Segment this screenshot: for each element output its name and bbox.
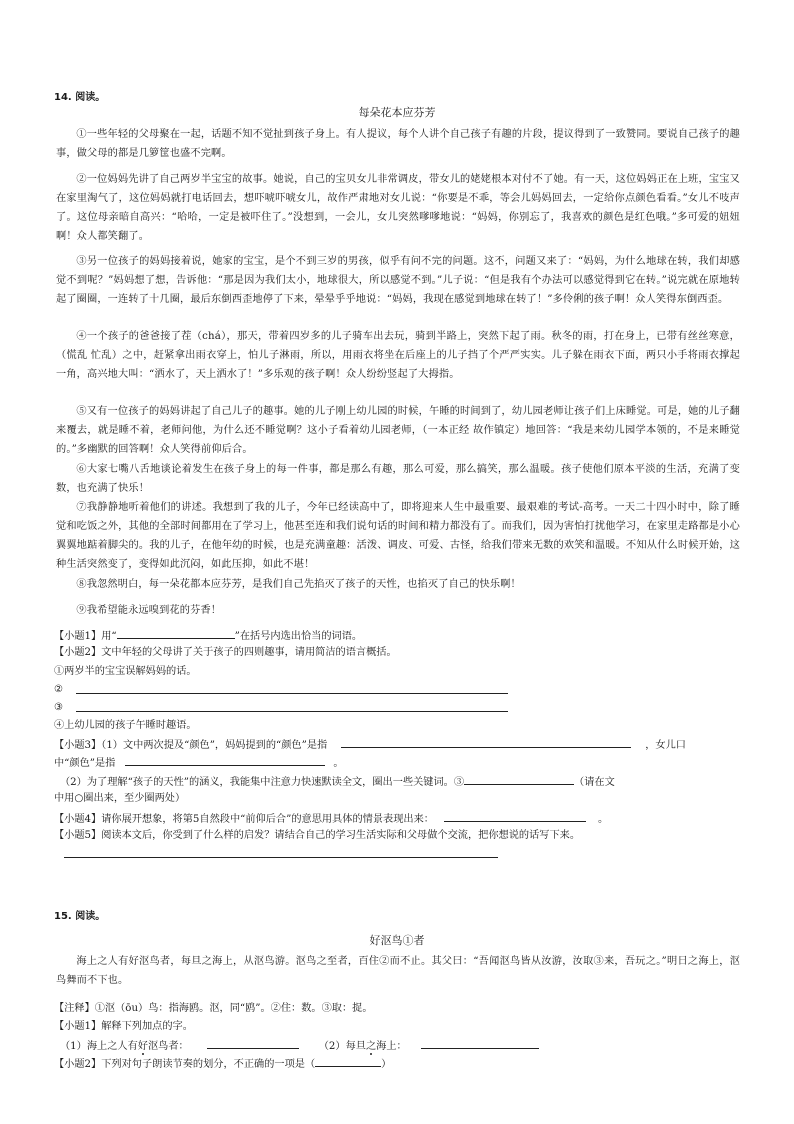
answer-line-q2-item-3[interactable] [76,711,508,712]
q15-item-1-post: 沤鸟者： [147,1041,189,1052]
annotation-note: 【注释】①沤（ōu）鸟：指海鸥。沤，同“鸥”。②住：数。③取：捉。 [54,1003,373,1014]
classical-passage: 海上之人有好沤鸟者，每旦之海上，从沤鸟游。沤鸟之至者，百住②而不止。其父曰：“吾闻沤鸟皆从汝游，汝取③来，吾玩之。”明日之海上，沤鸟舞而不下也。 [56,956,740,986]
answer-line-q5[interactable] [64,857,498,858]
answer-blank-q15-q2[interactable] [315,1055,381,1067]
question-14-number: 14. 阅读。 [54,92,106,103]
q15-subquestion-2-text-a: 【小题2】下列对句子朗读节奏的划分，不正确的一项是（ [54,1059,316,1070]
subquestion-1-text-a: 【小题1】用“ [54,631,117,642]
paragraph-5: ⑤又有一位孩子的妈妈讲起了自己儿子的趣事。她的儿子刚上幼儿园的时候，午睡的时间到了，幼儿园老师让孩子们上床睡觉。可是，她的儿子翻来覆去，就是睡不着，老师问他，为什么还不睡觉啊？这小子看着幼儿园老师，（一本正经 故作镇定）地回答：“我是来幼儿园学本领的，不是来睡觉的。”多幽默的回答啊！众人笑得前仰后合。 [56,406,740,455]
subquestion-3-part-2-cont: 中用○圈出来，至少圈两处） [54,793,186,804]
answer-blank-q4[interactable] [444,810,586,822]
answer-blank-q3-daughter-color[interactable] [125,754,325,766]
passage-title-14: 每朵花本应芬芳 [358,106,436,119]
subquestion-1-text-b: ”在括号内选出恰当的词语。 [234,631,363,642]
subquestion-1 [54,627,744,644]
subquestion-2-item-2-label: ② [54,684,64,695]
subquestion-3-text-c: 中“颜色”是指 [54,758,116,769]
answer-line-q2-item-2[interactable] [76,693,508,694]
paragraph-9: ⑨我希望能永远嗅到花的芬香！ [76,605,222,616]
subquestion-3-part-1 [54,736,744,753]
question-15-number: 15. 阅读。 [54,911,106,922]
answer-blank-q3-mother-color[interactable] [341,736,631,748]
q15-subquestion-2 [54,1055,744,1072]
q15-item-2-pre: （2）每旦 [318,1041,366,1052]
subquestion-3-text-a: 【小题3】（1）文中两次提及“颜色”，妈妈提到的“颜色”是指 [54,740,328,751]
subquestion-4-text-b: 。 [597,814,609,825]
subquestion-3-text-f: （请在文 [574,777,615,788]
answer-blank-q1[interactable] [117,627,235,639]
paragraph-7: ⑦我静静地听着他们的讲述。我想到了我的儿子，今年已经读高中了，即将迎来人生中最重要、最艰难的考试-高考。一天二十四小时中，除了睡觉和吃饭之外，其他的全部时间都用在了学习上，他甚至连和我们说句话的时间和精力都没有了。而我们，因为害怕打扰他学习，在家里走路都是小心翼翼地踮着脚尖的。我的儿子，在他年幼的时候，也是充满童趣：活泼、调皮、可爱、古怪，给我们带来无数的欢笑和温暖。不知从什么时候开始，这种生活突然变了，变得如此沉闷，如此压抑，如此不堪！ [56,502,740,570]
answer-blank-q15-item-1[interactable] [207,1037,299,1049]
q15-item-2-dotted-char: 之 [365,1041,377,1052]
paragraph-4: ④一个孩子的爸爸接了茬（chá），那天，带着四岁多的儿子骑车出去玩，骑到半路上，突然下起了雨。秋冬的雨，打在身上，已带有丝丝寒意，（慌乱 忙乱）之中，赶紧拿出雨衣穿上，怕儿子淋雨，所以，用雨衣将坐在后座上的儿子挡了个严严实实。儿子躲在雨衣下面，两只小手将雨衣撑起一角，高兴地大叫：“洒水了，天上洒水了！”多乐观的孩子啊！众人纷纷竖起了大拇指。 [56,331,740,380]
subquestion-2-item-3 [54,700,744,715]
q15-subquestion-1: 【小题1】解释下列加点的字。 [54,1021,193,1032]
answer-blank-q15-item-2[interactable] [421,1037,539,1049]
paragraph-8: ⑧我忽然明白，每一朵花都本应芬芳，是我们自己先掐灭了孩子的天性，也掐灭了自己的快乐啊！ [76,579,521,590]
subquestion-3-text-b: ，女儿口 [645,740,686,751]
subquestion-4-text-a: 【小题4】请你展开想象，将第5自然段中“前仰后合”的意思用具体的情景表现出来： [54,814,434,825]
q15-subquestion-2-text-b: ） [381,1059,392,1070]
subquestion-3-part-2 [60,773,750,790]
subquestion-4 [54,810,744,827]
subquestion-2-item-1: ①两岁半的宝宝误解妈妈的话。 [54,666,197,677]
subquestion-2-item-4: ④上幼儿园的孩子午睡时趣语。 [54,720,197,731]
answer-blank-q3-keywords[interactable] [464,773,574,785]
q15-item-1-dotted-char: 好 [137,1041,148,1052]
q15-item-1-pre: （1）海上之人有 [60,1041,138,1052]
passage-title-15: 好沤鸟①者 [369,934,425,947]
subquestion-3-text-d: 。 [333,758,344,769]
subquestion-2-item-2 [54,682,744,697]
subquestion-5: 【小题5】阅读本文后，你受到了什么样的启发？请结合自己的学习生活实际和父母做个交流，把你想说的话写下来。 [54,830,581,841]
paragraph-3: ③另一位孩子的妈妈接着说，她家的宝宝，是个不到三岁的男孩，似乎有问不完的问题。这不，问题又来了：“妈妈，为什么地球在转，我们却感觉不到呢？”妈妈想了想，告诉他：“那是因为我们太小，地球很大，所以感觉不到。”儿子说：“但是我有个办法可以感觉得到它在转。”说完就在原地转起了圈圈，一连转了十几圈，最后东倒西歪地停了下来，晕晕乎乎地说：“妈妈，我现在感觉到地球在转了！”多伶俐的孩子啊！众人笑得东倒西歪。 [56,256,740,305]
subquestion-3-part-1-cont [54,754,744,771]
paragraph-2: ②一位妈妈先讲了自己两岁半宝宝的故事。她说，自己的宝贝女儿非常调皮，带女儿的姥姥根本对付不了她。有一天，这位妈妈正在上班，宝宝又在家里淘气了，这位妈妈就打电话回去，想吓唬吓唬女儿，故作严肃地对女儿说：“你要是不乖，等会儿妈妈回去，一定给你点颜色看看。”女儿不吱声了。这位母亲暗自高兴：“哈哈，一定是被吓住了。”没想到，一会儿，女儿突然嗲嗲地说：“妈妈，你别忘了，我喜欢的颜色是红色哦。”多可爱的妞妞啊！众人都笑翻了。 [56,174,740,242]
paragraph-6: ⑥大家七嘴八舌地谈论着发生在孩子身上的每一件事，都是那么有趣，那么可爱，那么搞笑，那么温暖。孩子使他们原本平淡的生活，充满了变数，也充满了快乐！ [56,464,740,494]
subquestion-2-head: 【小题2】文中年轻的父母讲了关于孩子的四则趣事，请用简洁的语言概括。 [54,647,397,658]
subquestion-3-text-e: （2）为了理解“孩子的天性”的涵义，我能集中注意力快速默读全文，圈出一些关键词。③ [60,777,465,788]
subquestion-2-item-3-label: ③ [54,702,64,713]
q15-item-2-post: 海上： [376,1041,407,1052]
paragraph-1: ①一些年轻的父母聚在一起，话题不知不觉扯到孩子身上。有人提议，每个人讲个自己孩子有趣的片段，提议得到了一致赞同。要说自己孩子的趣事，做父母的都是几箩筐也盛不完啊。 [56,129,740,159]
q15-subquestion-1-items [60,1037,750,1054]
